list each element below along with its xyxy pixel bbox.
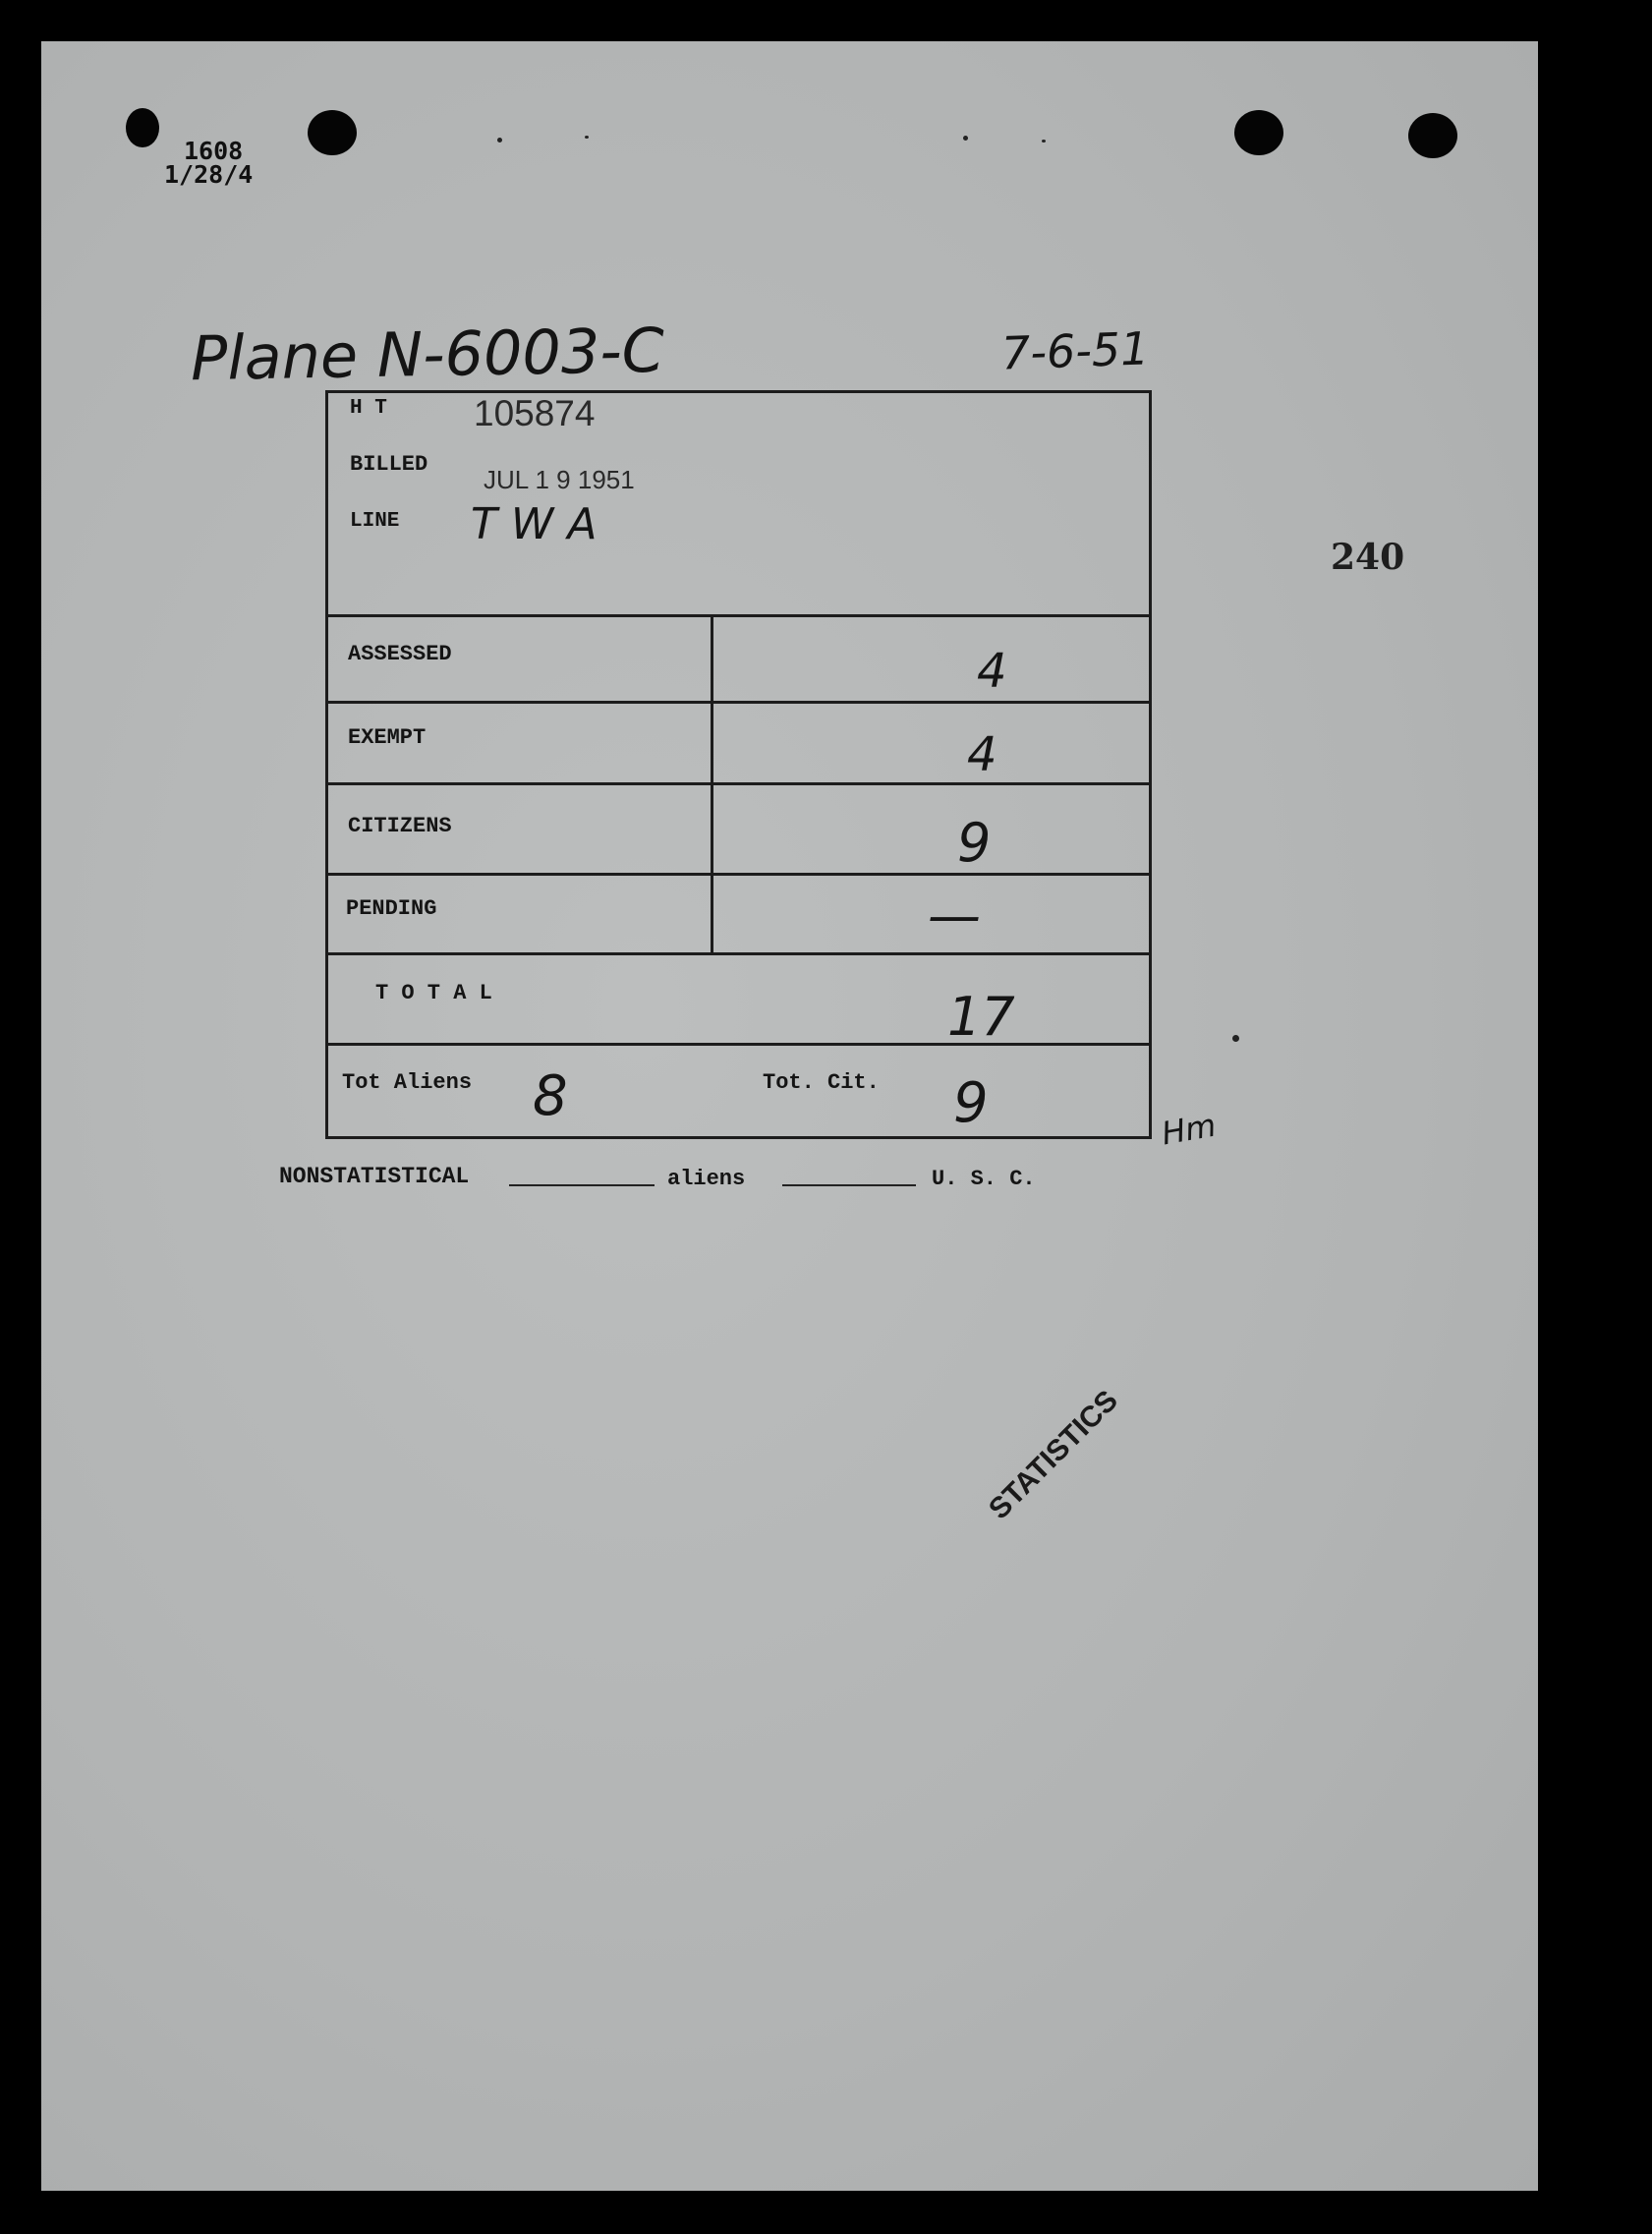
ht-label: H T <box>350 397 387 420</box>
pending-value: — <box>928 885 981 946</box>
assessed-label: ASSESSED <box>348 642 452 666</box>
form-number-line2: 1/28/4 <box>164 160 254 189</box>
handwritten-date: 7-6-51 <box>1000 321 1151 380</box>
usc-label: U. S. C. <box>932 1167 1036 1191</box>
row-divider <box>328 952 1149 955</box>
ink-speck <box>497 138 502 143</box>
statistics-stamp: STATISTICS <box>982 1384 1124 1526</box>
ink-speck <box>1232 1035 1239 1042</box>
ht-value: 105874 <box>474 393 596 433</box>
form-number-line1: 1608 <box>184 137 244 165</box>
nonstatistical-blank <box>509 1184 655 1186</box>
aliens-blank <box>782 1184 916 1186</box>
row-divider <box>328 873 1149 876</box>
punch-hole <box>126 108 159 147</box>
total-value: 17 <box>947 986 1015 1048</box>
citizens-label: CITIZENS <box>348 814 452 838</box>
plane-number: Plane N-6003-C <box>190 314 665 395</box>
assessed-value: 4 <box>977 644 1007 699</box>
billed-date: JUL 1 9 1951 <box>484 465 635 494</box>
total-label: T O T A L <box>375 981 492 1005</box>
ink-speck <box>585 136 589 139</box>
tot-cit-value: 9 <box>953 1071 989 1135</box>
punch-hole <box>1408 113 1457 158</box>
record-form-box <box>325 390 1152 1139</box>
ink-speck <box>1042 140 1046 143</box>
punch-hole <box>1234 110 1283 155</box>
punch-hole <box>308 110 357 155</box>
document-page <box>41 41 1538 2191</box>
tot-aliens-label: Tot Aliens <box>342 1070 473 1095</box>
row-divider <box>328 614 1149 617</box>
citizens-value: 9 <box>957 812 992 874</box>
exempt-value: 4 <box>967 727 997 782</box>
nonstatistical-label: NONSTATISTICAL <box>279 1164 470 1189</box>
tot-aliens-value: 8 <box>533 1064 568 1128</box>
exempt-label: EXEMPT <box>348 725 427 750</box>
form-number <box>164 137 254 189</box>
billed-label: BILLED <box>350 452 428 477</box>
row-divider <box>328 782 1149 785</box>
tot-cit-label: Tot. Cit. <box>763 1070 880 1095</box>
row-divider <box>328 1043 1149 1046</box>
initials: Hm <box>1159 1106 1220 1153</box>
pending-label: PENDING <box>346 896 437 921</box>
row-divider <box>328 701 1149 704</box>
column-divider <box>711 614 713 955</box>
aliens-label: aliens <box>667 1167 746 1191</box>
page-number: 240 <box>1331 537 1405 578</box>
line-value: T W A <box>471 499 598 549</box>
ink-speck <box>963 136 968 141</box>
line-label: LINE <box>350 510 400 533</box>
